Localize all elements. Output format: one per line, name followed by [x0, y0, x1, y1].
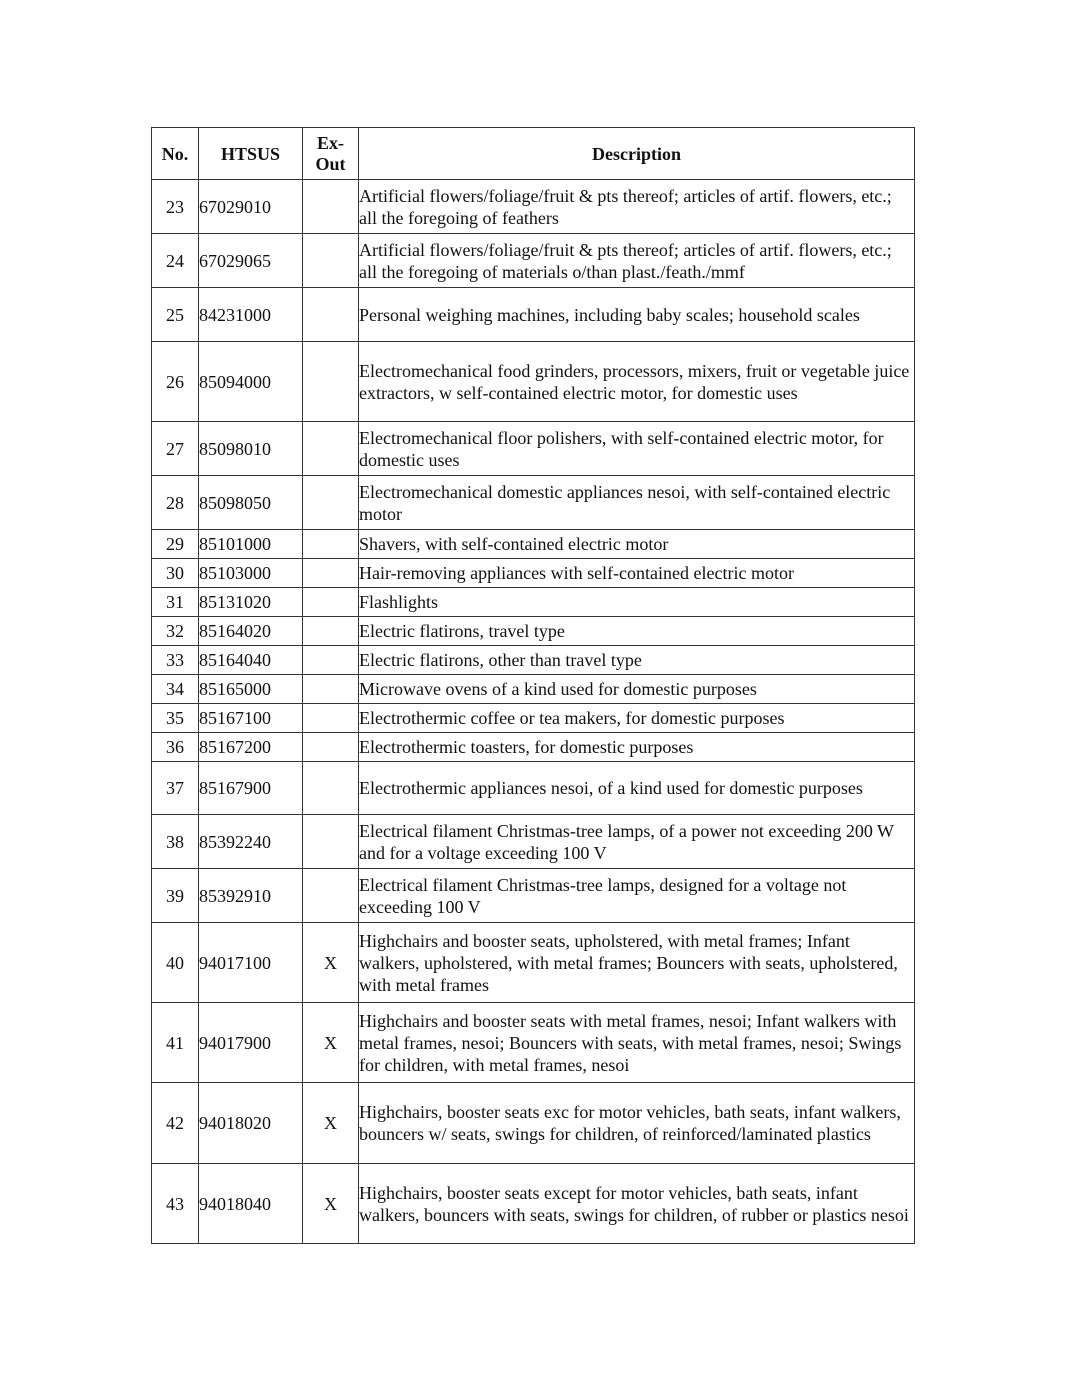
row-ex-out	[303, 559, 359, 588]
row-htsus: 94017900	[199, 1003, 303, 1083]
row-description: Highchairs and booster seats, upholstered, with metal frames; Infant walkers, upholstered, with metal frames; Bouncers with seats, upholstered, with metal frames	[359, 923, 915, 1003]
row-htsus: 85101000	[199, 530, 303, 559]
row-no: 35	[152, 704, 199, 733]
table-row	[152, 923, 915, 1003]
row-description: Flashlights	[359, 588, 915, 617]
table-row	[152, 733, 915, 762]
row-htsus: 85392240	[199, 815, 303, 869]
header-no: No.	[152, 128, 199, 180]
row-ex-out: X	[303, 923, 359, 1003]
row-description: Shavers, with self-contained electric motor	[359, 530, 915, 559]
row-no: 27	[152, 422, 199, 476]
row-htsus: 85167100	[199, 704, 303, 733]
row-htsus: 94017100	[199, 923, 303, 1003]
table-row	[152, 1164, 915, 1244]
row-no: 43	[152, 1164, 199, 1244]
row-ex-out	[303, 762, 359, 815]
row-ex-out	[303, 646, 359, 675]
row-description: Artificial flowers/foliage/fruit & pts thereof; articles of artif. flowers, etc.; all the foregoing of materials o/than plast./feath./mmf	[359, 234, 915, 288]
row-description: Electric flatirons, other than travel type	[359, 646, 915, 675]
row-ex-out	[303, 422, 359, 476]
table-row	[152, 422, 915, 476]
table-row	[152, 762, 915, 815]
row-description: Electrothermic coffee or tea makers, for domestic purposes	[359, 704, 915, 733]
table-row	[152, 530, 915, 559]
row-description: Electromechanical floor polishers, with self-contained electric motor, for domestic uses	[359, 422, 915, 476]
row-htsus: 85131020	[199, 588, 303, 617]
row-description: Electromechanical food grinders, processors, mixers, fruit or vegetable juice extractors, w self-contained electric motor, for domestic uses	[359, 342, 915, 422]
row-no: 31	[152, 588, 199, 617]
header-row	[152, 128, 915, 180]
row-description: Electrical filament Christmas-tree lamps, designed for a voltage not exceeding 100 V	[359, 869, 915, 923]
table-row	[152, 559, 915, 588]
row-ex-out	[303, 869, 359, 923]
header-ex-out	[303, 128, 359, 180]
row-htsus: 85164020	[199, 617, 303, 646]
row-ex-out: X	[303, 1164, 359, 1244]
row-no: 38	[152, 815, 199, 869]
htsus-table	[151, 127, 915, 1244]
row-ex-out	[303, 588, 359, 617]
row-description: Microwave ovens of a kind used for domestic purposes	[359, 675, 915, 704]
row-htsus: 67029010	[199, 180, 303, 234]
row-no: 42	[152, 1083, 199, 1164]
table-row	[152, 588, 915, 617]
row-htsus: 85164040	[199, 646, 303, 675]
row-htsus: 85103000	[199, 559, 303, 588]
row-description: Electrical filament Christmas-tree lamps, of a power not exceeding 200 W and for a voltage exceeding 100 V	[359, 815, 915, 869]
row-htsus: 85167900	[199, 762, 303, 815]
row-no: 40	[152, 923, 199, 1003]
row-htsus: 84231000	[199, 288, 303, 342]
table-row	[152, 704, 915, 733]
row-no: 39	[152, 869, 199, 923]
row-ex-out: X	[303, 1003, 359, 1083]
row-description: Artificial flowers/foliage/fruit & pts thereof; articles of artif. flowers, etc.; all the foregoing of feathers	[359, 180, 915, 234]
row-no: 34	[152, 675, 199, 704]
row-ex-out	[303, 530, 359, 559]
header-description: Description	[359, 128, 915, 180]
row-ex-out	[303, 704, 359, 733]
row-no: 30	[152, 559, 199, 588]
row-ex-out	[303, 342, 359, 422]
row-no: 24	[152, 234, 199, 288]
row-description: Highchairs, booster seats except for motor vehicles, bath seats, infant walkers, bouncers with seats, swings for children, of rubber or plastics nesoi	[359, 1164, 915, 1244]
row-htsus: 85392910	[199, 869, 303, 923]
header-htsus: HTSUS	[199, 128, 303, 180]
row-ex-out: X	[303, 1083, 359, 1164]
table-row	[152, 1083, 915, 1164]
row-ex-out	[303, 234, 359, 288]
row-htsus: 85165000	[199, 675, 303, 704]
table-row	[152, 234, 915, 288]
table-row	[152, 815, 915, 869]
row-ex-out	[303, 617, 359, 646]
row-description: Highchairs, booster seats exc for motor vehicles, bath seats, infant walkers, bouncers w/ seats, swings for children, of reinforced/laminated plastics	[359, 1083, 915, 1164]
row-htsus: 85098050	[199, 476, 303, 530]
row-ex-out	[303, 180, 359, 234]
table-row	[152, 675, 915, 704]
table-row	[152, 617, 915, 646]
row-description: Electric flatirons, travel type	[359, 617, 915, 646]
row-no: 33	[152, 646, 199, 675]
row-description: Electrothermic toasters, for domestic purposes	[359, 733, 915, 762]
row-htsus: 85167200	[199, 733, 303, 762]
row-description: Personal weighing machines, including baby scales; household scales	[359, 288, 915, 342]
row-no: 37	[152, 762, 199, 815]
row-ex-out	[303, 288, 359, 342]
table-row	[152, 288, 915, 342]
row-no: 23	[152, 180, 199, 234]
row-no: 32	[152, 617, 199, 646]
row-no: 26	[152, 342, 199, 422]
row-no: 29	[152, 530, 199, 559]
row-no: 28	[152, 476, 199, 530]
row-htsus: 94018040	[199, 1164, 303, 1244]
row-htsus: 85094000	[199, 342, 303, 422]
row-description: Electrothermic appliances nesoi, of a kind used for domestic purposes	[359, 762, 915, 815]
row-no: 36	[152, 733, 199, 762]
header-ex-out-line1: Ex-	[317, 132, 344, 153]
row-ex-out	[303, 476, 359, 530]
row-htsus: 85098010	[199, 422, 303, 476]
table-row	[152, 180, 915, 234]
table-row	[152, 1003, 915, 1083]
table-row	[152, 476, 915, 530]
row-no: 41	[152, 1003, 199, 1083]
row-description: Electromechanical domestic appliances nesoi, with self-contained electric motor	[359, 476, 915, 530]
row-htsus: 67029065	[199, 234, 303, 288]
row-ex-out	[303, 815, 359, 869]
row-ex-out	[303, 733, 359, 762]
row-description: Hair-removing appliances with self-contained electric motor	[359, 559, 915, 588]
row-description: Highchairs and booster seats with metal frames, nesoi; Infant walkers with metal frames, nesoi; Bouncers with seats, with metal frames, nesoi; Swings for children, with metal frames, nesoi	[359, 1003, 915, 1083]
table-row	[152, 869, 915, 923]
row-no: 25	[152, 288, 199, 342]
header-ex-out-line2: Out	[315, 153, 346, 174]
table-row	[152, 342, 915, 422]
table-row	[152, 646, 915, 675]
row-ex-out	[303, 675, 359, 704]
row-htsus: 94018020	[199, 1083, 303, 1164]
